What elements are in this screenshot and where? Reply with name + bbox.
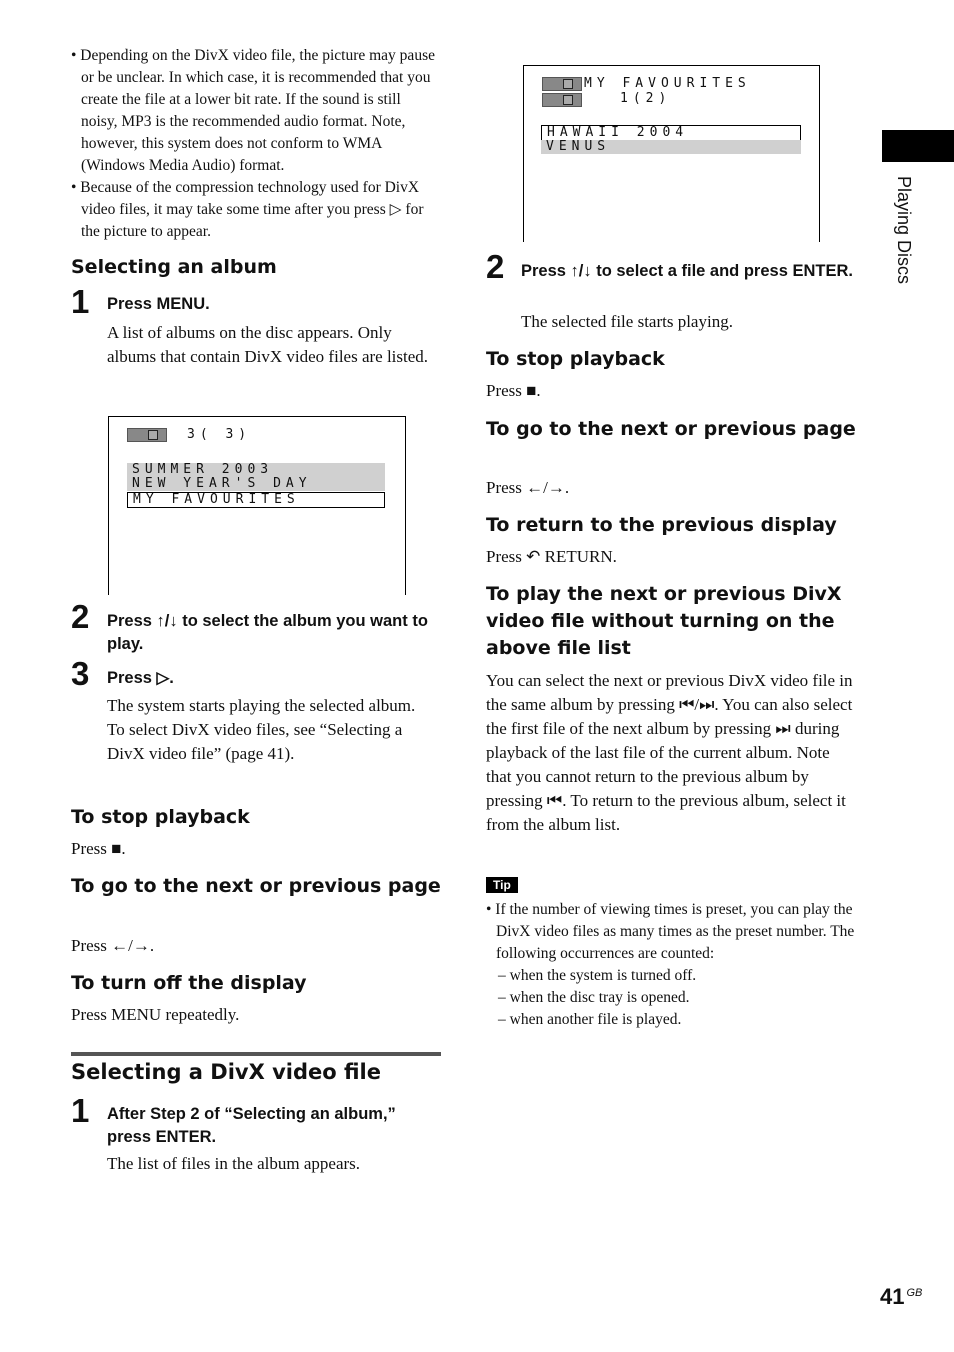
step-body: A list of albums on the disc appears. Only albums that contain DivX video files are listed.: [107, 323, 429, 366]
album-list-screen: [108, 416, 406, 595]
section-heading: To go to the next or previous page: [486, 418, 856, 440]
tip-list-item: – when the system is turned off.: [498, 967, 697, 984]
album-item-selected[interactable]: MY FAVOURITES: [127, 492, 385, 508]
step-number: 2: [71, 598, 90, 635]
section-heading: To play the next or previous DivX video file without turning on the above file list: [486, 583, 842, 659]
file-icon: [542, 93, 582, 107]
bullet-item: • Because of the compression technology used for DivX video files, it may take some time after you press ▷ for the picture to appear.: [71, 179, 424, 240]
tip-list-item: – when the disc tray is opened.: [498, 989, 690, 1006]
step-title: Press ↑/↓ to select the album you want to play.: [107, 612, 428, 653]
disc-icon: [127, 428, 167, 442]
album-name: MY FAVOURITES: [584, 76, 751, 91]
section-body: Press ■.: [71, 839, 126, 858]
section-heading: To stop playback: [71, 806, 250, 828]
step-body-line: The system starts playing the selected album.: [107, 696, 416, 715]
step-body: The list of files in the album appears.: [107, 1154, 361, 1173]
album-count: 3( 3): [187, 427, 252, 442]
section-heading: To turn off the display: [71, 972, 307, 994]
page-number: [880, 1284, 922, 1310]
step-body: The selected file starts playing.: [521, 312, 733, 331]
step-title: Press ↑/↓ to select a file and press ENTER.: [521, 262, 853, 280]
step-body: [107, 694, 441, 766]
section-body: You can select the next or previous DivX video file in the same album by pressing ⏮/⏭. You can also select the first file of the next album by pressing ⏭ during playback of the last file of the current album. Note that you cannot return to the previous album by pressing ⏮. To return to the previous album, select it from the album list.: [486, 671, 853, 834]
page-number-suffix: GB: [906, 1286, 923, 1299]
section-body: Press ■.: [486, 381, 541, 400]
step-number: 2: [486, 248, 505, 285]
section-body: Press ←/→.: [486, 478, 570, 497]
section-body: Press MENU repeatedly.: [71, 1005, 240, 1024]
step-number: 1: [71, 283, 90, 320]
step-body-line: To select DivX video files, see “Selecting a DivX video file” (page 41).: [107, 720, 403, 763]
file-list-screen: [523, 65, 820, 242]
section-heading: To stop playback: [486, 348, 665, 370]
section-heading: Selecting an album: [71, 256, 277, 278]
section-heading: To go to the next or previous page: [71, 875, 441, 897]
section-heading: To return to the previous display: [486, 514, 837, 536]
album-item[interactable]: SUMMER 2003: [127, 463, 385, 477]
page-number-value: 41: [880, 1284, 905, 1309]
folder-icon: [542, 77, 582, 91]
step-title: Press ▷.: [107, 669, 174, 687]
section-body: Press ←/→.: [71, 936, 155, 955]
tip-list-item: – when another file is played.: [498, 1011, 682, 1028]
album-item[interactable]: NEW YEAR'S DAY: [127, 477, 385, 491]
section-title: Selecting a DivX video file: [71, 1060, 381, 1084]
side-tab-label: Playing Discs: [894, 176, 914, 285]
side-tab-marker: [882, 130, 954, 162]
file-count: 1(2): [620, 91, 672, 106]
step-number: 3: [71, 655, 90, 692]
step-number: 1: [71, 1092, 90, 1129]
step-title: Press MENU.: [107, 295, 210, 313]
section-divider: [71, 1052, 441, 1056]
tip-body: [486, 899, 856, 1031]
file-item[interactable]: VENUS: [541, 140, 801, 154]
step-title: After Step 2 of “Selecting an album,” press ENTER.: [107, 1105, 396, 1146]
tip-text: • If the number of viewing times is preset, you can play the DivX video files as many times as the preset number. The following occurrences are counted:: [486, 901, 855, 962]
section-body: Press ↶ RETURN.: [486, 547, 617, 566]
bullet-item: • Depending on the DivX video file, the picture may pause or be unclear. In which case, it is recommended that you create the file at a lower bit rate. If the sound is still noisy, MP3 is the recommended audio format. Note, however, this system does not conform to WMA (Windows Media Audio) format.: [71, 47, 435, 174]
intro-bullets: [71, 45, 441, 243]
file-item-selected[interactable]: HAWAII 2004: [541, 125, 801, 141]
tip-label: Tip: [486, 877, 518, 893]
